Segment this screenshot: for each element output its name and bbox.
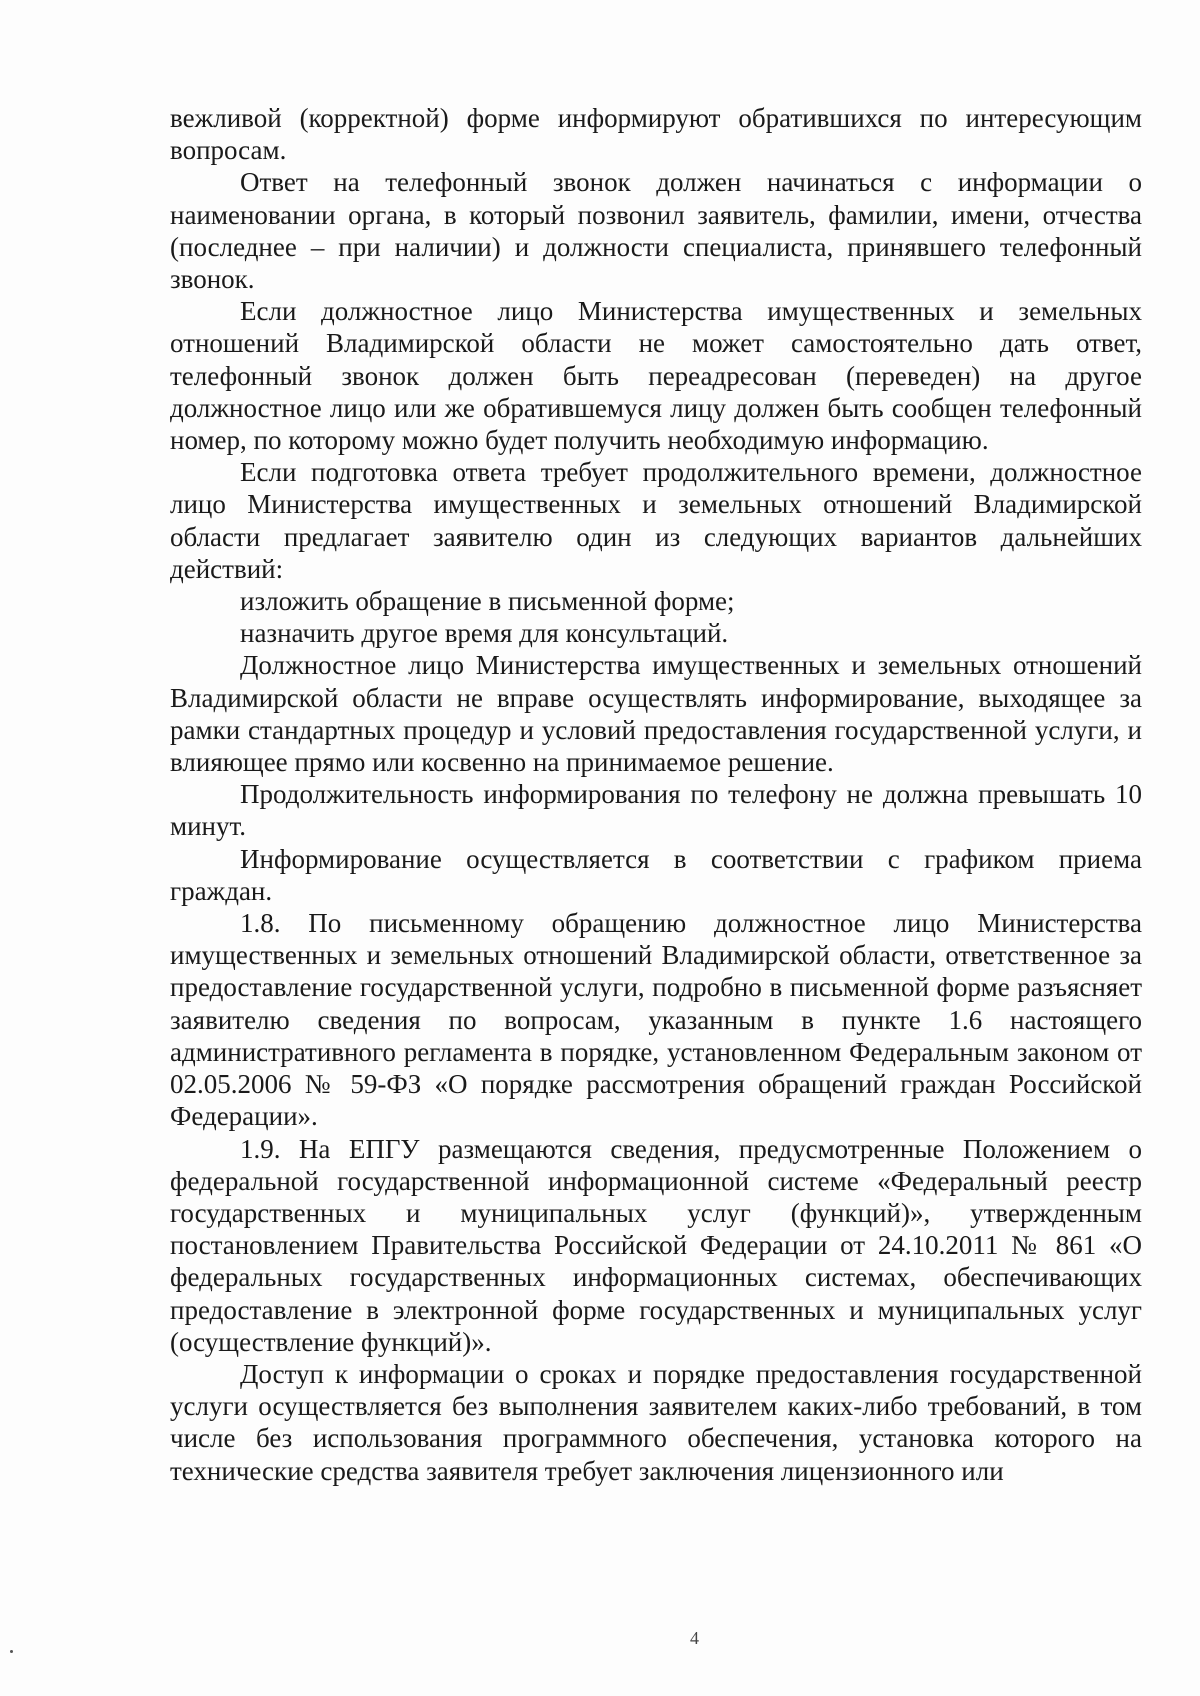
- scan-speck: [10, 1650, 13, 1653]
- paragraph: Продолжительность информирования по телефону не должна превышать 10 минут.: [170, 779, 1142, 842]
- paragraph: Должностное лицо Министерства имущественных и земельных отношений Владимирской области не вправе осуществлять информирование, выходящее за рамки стандартных процедур и условий предоставления государственной услуги, и влияющее прямо или косвенно на принимаемое решение.: [170, 650, 1142, 778]
- list-item: назначить другое время для консультаций.: [240, 618, 729, 649]
- paragraph: Если должностное лицо Министерства имущественных и земельных отношений Владимирской области не может самостоятельно дать ответ, телефонный звонок должен быть переадресован (переведен) на другое должностное лицо или же обратившемуся лицу должен быть сообщен телефонный номер, по которому можно будет получить необходимую информацию.: [170, 296, 1142, 456]
- page-number: 4: [690, 1628, 701, 1648]
- paragraph: 1.8. По письменному обращению должностное лицо Министерства имущественных и земельных отношений Владимирской области, ответственное за предоставление государственной услуги, подробно в письменной форме разъясняет заявителю сведения по вопросам, указанным в пункте 1.6 настоящего административного регламента в порядке, установленном Федеральным законом от 02.05.2006 № 59-ФЗ «О порядке рассмотрения обращений граждан Российской Федерации».: [170, 908, 1142, 1132]
- document-body: [170, 102, 1142, 1487]
- paragraph: Доступ к информации о сроках и порядке предоставления государственной услуги осуществляется без выполнения заявителем каких-либо требований, в том числе без использования программного обеспечения, установка которого на технические средства заявителя требует заключения лицензионного или: [170, 1358, 1142, 1486]
- paragraph: Если подготовка ответа требует продолжительного времени, должностное лицо Министерства имущественных и земельных отношений Владимирской области предлагает заявителю один из следующих вариантов дальнейших действий:: [170, 457, 1142, 584]
- list-item: изложить обращение в письменной форме;: [240, 586, 735, 617]
- paragraph: вежливой (корректной) форме информируют обратившихся по интересующим вопросам.: [170, 103, 1142, 166]
- paragraph: Информирование осуществляется в соответствии с графиком приема граждан.: [170, 843, 1142, 906]
- paragraph: 1.9. На ЕПГУ размещаются сведения, предусмотренные Положением о федеральной государственной информационной системе «Федеральный реестр государственных и муниципальных услуг (функций)», утвержденным постановлением Правительства Российской Федерации от 24.10.2011 № 861 «О федеральных государственных информационных системах, обеспечивающих предоставление в электронной форме государственных и муниципальных услуг (осуществление функций)».: [170, 1133, 1142, 1357]
- paragraph: Ответ на телефонный звонок должен начинаться с информации о наименовании органа, в который позвонил заявитель, фамилии, имени, отчества (последнее – при наличии) и должности специалиста, принявшего телефонный звонок.: [170, 167, 1142, 295]
